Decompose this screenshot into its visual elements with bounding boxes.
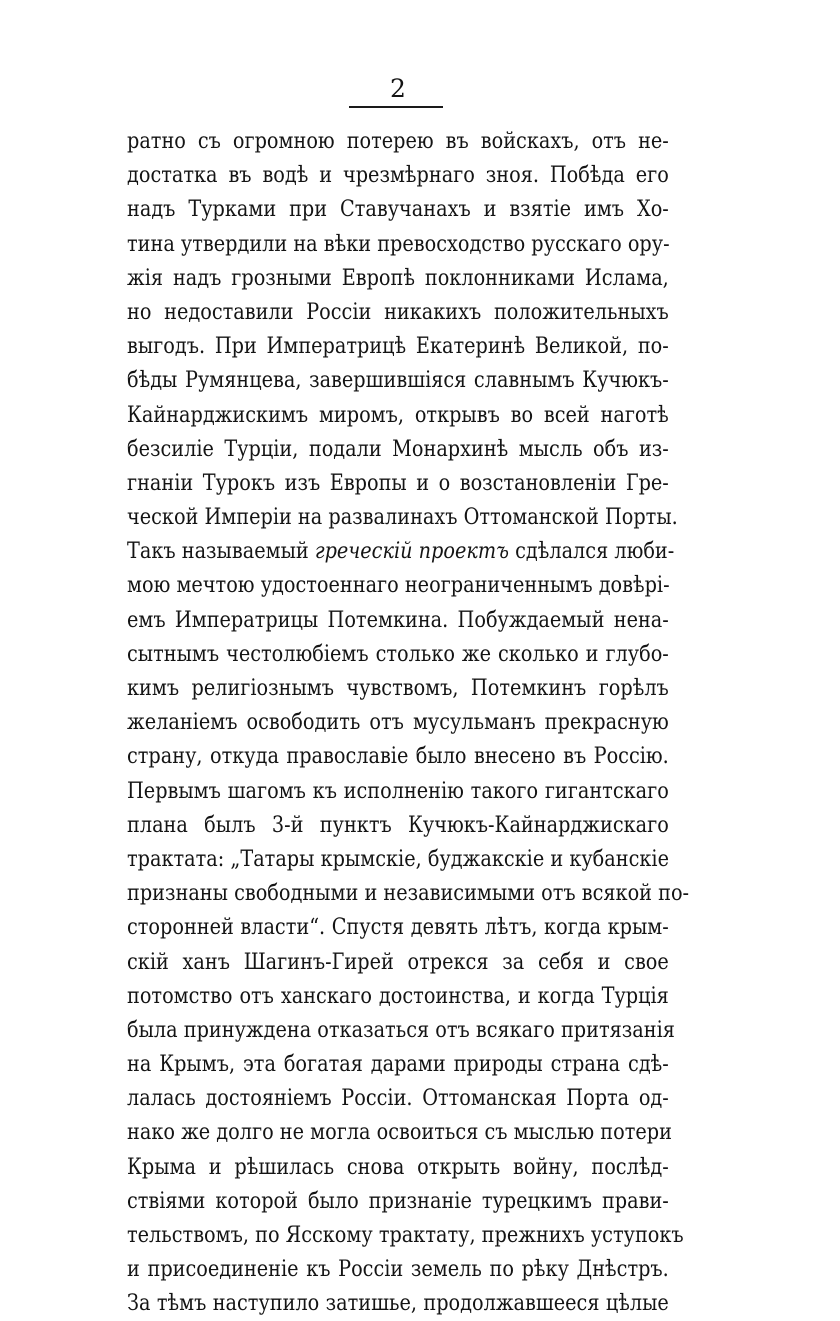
- text-line: [127, 603, 669, 637]
- text-line: [127, 534, 675, 568]
- text-line: [127, 192, 669, 226]
- text-line: [127, 774, 669, 808]
- text-line: [127, 910, 669, 944]
- text-line: [127, 671, 669, 705]
- text-segment: сдѣлался люби-: [508, 538, 675, 565]
- page-number: 2: [390, 74, 406, 103]
- text-line: [127, 124, 669, 158]
- text-segment: на Крымъ, эта богатая дарами природы страна сдѣ-: [127, 1051, 669, 1078]
- text-segment: лалась достояніемъ Россіи. Оттоманская Порта од-: [127, 1085, 669, 1112]
- text-line: [127, 1013, 675, 1047]
- text-line: [127, 1047, 669, 1081]
- text-segment: мою мечтою удостоеннаго неограниченнымъ довѣрі-: [127, 572, 670, 599]
- text-line: [127, 637, 669, 671]
- text-line: [127, 1218, 684, 1252]
- text-line: [127, 808, 669, 842]
- text-segment: выгодъ. При Императрицѣ Екатеринѣ Великой, по-: [127, 333, 669, 360]
- text-line: [127, 739, 669, 773]
- text-segment: гнаніи Турокъ изъ Европы и о возстановленіи Гре-: [127, 469, 669, 496]
- text-line: [127, 432, 669, 466]
- text-segment: безсиліе Турціи, подали Монархинѣ мысль объ из-: [127, 435, 669, 462]
- text-line: [127, 979, 669, 1013]
- text-segment: емъ Императрицы Потемкина. Побуждаемый нена-: [127, 606, 669, 633]
- text-segment: Первымъ шагомъ къ исполненію такого гигантскаго: [127, 777, 669, 804]
- text-line: [127, 1150, 669, 1184]
- text-segment: тина утвердили на вѣки превосходство русскаго ору-: [127, 230, 670, 257]
- text-segment: была принуждена отказаться отъ всякаго притязанія: [127, 1016, 675, 1043]
- text-segment: желаніемъ освободить отъ мусульманъ прекрасную: [127, 709, 669, 736]
- text-segment: ческой Имперіи на развалинахъ Оттоманской Порты.: [127, 504, 678, 531]
- text-segment: скій ханъ Шагинъ-Гирей отрекся за себя и свое: [127, 948, 669, 975]
- text-segment: сторонней власти“. Спустя девять лѣтъ, когда крым-: [127, 914, 669, 941]
- text-segment: достатка въ водѣ и чрезмѣрнаго зноя. Побѣда его: [127, 162, 669, 189]
- text-line: [127, 842, 669, 876]
- text-segment: ствіями которой было признаніе турецкимъ прави-: [127, 1187, 669, 1214]
- text-segment: тельствомъ, по Ясскому трактату, прежнихъ уступокъ: [127, 1222, 684, 1248]
- text-segment: но недоставили Россіи никакихъ положительныхъ: [127, 298, 669, 325]
- text-line: [127, 568, 669, 602]
- text-segment: Крыма и рѣшилась снова открыть войну, послѣд-: [127, 1153, 669, 1180]
- text-line: [127, 705, 669, 739]
- text-line: [127, 329, 669, 363]
- text-line: [127, 295, 669, 329]
- text-line: [127, 500, 678, 534]
- text-line: [127, 227, 669, 261]
- text-line: [127, 466, 669, 500]
- header-rule: [349, 106, 443, 108]
- text-segment: и присоединеніе къ Россіи земель по рѣку Днѣстръ.: [127, 1256, 669, 1283]
- text-segment: Кайнарджискимъ миромъ, открывъ во всей наготѣ: [127, 401, 669, 428]
- text-segment: страну, откуда православіе было внесено въ Россію.: [127, 743, 669, 770]
- text-segment: ратно съ огромною потерею въ войскахъ, отъ не-: [127, 128, 669, 154]
- text-line: [127, 158, 669, 192]
- text-line: [127, 1252, 669, 1286]
- text-line: [127, 876, 690, 910]
- text-segment: сытнымъ честолюбіемъ столько же сколько и глубо-: [127, 640, 669, 667]
- italic-phrase: греческій проектъ: [314, 538, 509, 565]
- text-segment: Такъ называемый: [127, 538, 315, 565]
- text-line: [127, 1115, 672, 1149]
- text-line: [127, 1286, 669, 1320]
- body-text: [127, 124, 690, 1321]
- text-segment: надъ Турками при Ставучанахъ и взятіе имъ Хо-: [127, 196, 669, 223]
- text-line: [127, 945, 669, 979]
- text-segment: кимъ религіознымъ чувствомъ, Потемкинъ горѣлъ: [127, 675, 669, 701]
- text-segment: жія надъ грозными Европѣ поклонниками Ислама,: [127, 264, 669, 291]
- text-segment: трактата: „Татары крымскіе, буджакскіе и кубанскіе: [127, 845, 669, 872]
- text-line: [127, 398, 669, 432]
- text-segment: признаны свободными и независимыми отъ всякой по-: [127, 880, 690, 907]
- text-segment: нако же долго не могла освоиться съ мыслью потери: [127, 1119, 672, 1146]
- text-line: [127, 1184, 669, 1218]
- text-line: [127, 261, 669, 295]
- text-segment: плана былъ 3-й пунктъ Кучюкъ-Кайнарджискаго: [127, 811, 669, 838]
- text-line: [127, 1081, 669, 1115]
- text-segment: потомство отъ ханскаго достоинства, и когда Турція: [127, 982, 669, 1009]
- text-segment: За тѣмъ наступило затишье, продолжавшееся цѣлые: [127, 1290, 669, 1317]
- text-line: [127, 363, 669, 397]
- text-segment: бѣды Румянцева, завершившіяся славнымъ Кучюкъ-: [127, 367, 669, 394]
